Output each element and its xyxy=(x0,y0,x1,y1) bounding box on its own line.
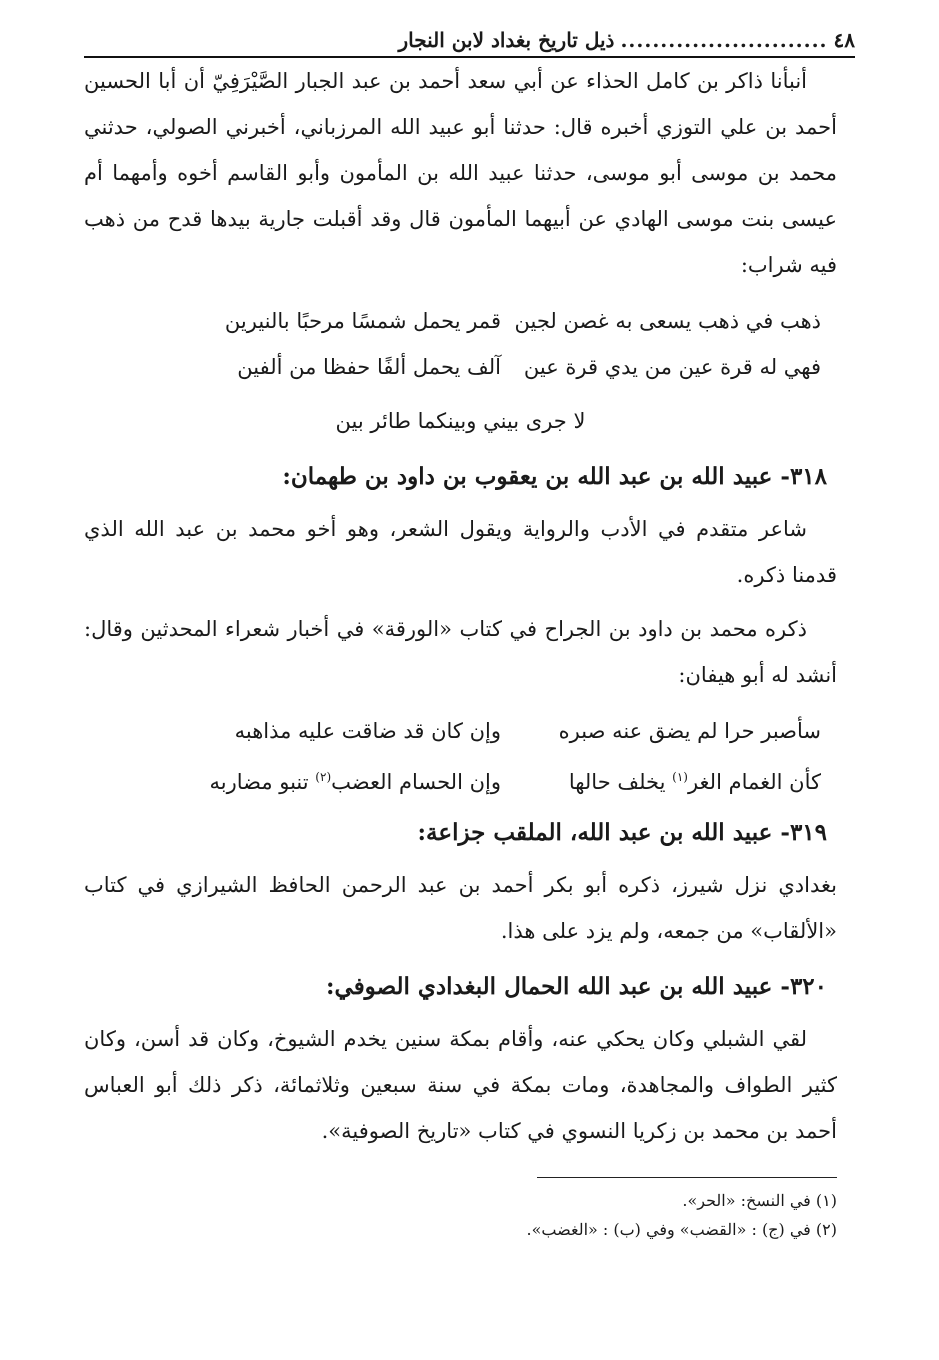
verse-line xyxy=(84,298,837,344)
verse-line xyxy=(84,754,837,800)
verse-text: يخلف حالها xyxy=(568,770,673,794)
verse-text: وإن الحسام العضب xyxy=(331,770,501,794)
verse-hemistich-second xyxy=(181,754,501,800)
single-verse: لا جرى بيني وبينكما طائر بين xyxy=(335,409,586,433)
verse-hemistich-first: ذهب في ذهب يسعى به غصن لجين xyxy=(514,309,821,333)
entry-318-paragraph-1: شاعر متقدم في الأدب والرواية ويقول الشعر، وهو أخو محمد بن عبد الله الذي قدمنا ذكره. xyxy=(84,517,837,587)
intro-poem xyxy=(84,298,837,390)
verse-text: تنبو مضاربه xyxy=(209,770,316,794)
intro-paragraph: أنبأنا ذاكر بن كامل الحذاء عن أبي سعد أحمد بن عبد الجبار الصَّيْرَفِيّ أن أبا الحسين أحمد بن علي التوزي أخبره قال: حدثنا أبو عبيد الله المرزباني، أخبرني الصولي، حدثني محمد بن موسى أبو موسى، حدثنا عبيد الله بن المأمون وأبو القاسم أخوه وأمهما أم عيسى بنت موسى الهادي عن أبيهما المأمون قال وقد أقبلت جارية بيدها قدح من ذهب فيه شراب: xyxy=(84,69,837,277)
footnote-divider xyxy=(537,1177,837,1178)
entry-318-poem xyxy=(84,708,837,800)
verse-hemistich-second: آلف يحمل ألفًا حفظا من ألفين xyxy=(237,355,501,379)
verse-hemistich-first xyxy=(501,754,837,800)
page-header xyxy=(84,18,855,58)
footnote-marker-2[interactable]: (٢) xyxy=(315,770,332,784)
entry-320-paragraph: لقي الشبلي وكان يحكي عنه، وأقام بمكة سنين يخدم الشيوخ، وكان قد أسن، وكان كثير الطواف والمجاهدة، ومات بمكة في سنة سبعين وثلاثمائة، ذكر ذلك أبو العباس أحمد بن محمد بن زكريا النسوي في كتاب «تاريخ الصوفية». xyxy=(84,1027,837,1143)
footnote-2: (٢) في (ج) : «القضب» وفي (ب) : «الغضب». xyxy=(526,1220,837,1239)
footnote-marker-1[interactable]: (١) xyxy=(672,770,688,784)
verse-hemistich-first: سأصبر حرا لم يضق عنه صبره xyxy=(558,719,821,743)
footnotes xyxy=(84,1186,837,1244)
entry-title-319: ٣١٩- عبيد الله بن عبد الله، الملقب جزاعة: xyxy=(417,819,827,846)
verse-hemistich-second: وإن كان قد ضاقت عليه مذاهبه xyxy=(234,719,501,743)
running-title: ذيل تاريخ بغداد لابن النجار xyxy=(398,28,615,52)
verse-hemistich-first: فهي له قرة عين من يدي قرة عين xyxy=(523,355,821,379)
verse-line xyxy=(84,344,837,390)
header-dots: .......................... xyxy=(620,28,828,52)
entry-title-320: ٣٢٠- عبيد الله بن عبد الله الحمال البغدادي الصوفي: xyxy=(326,973,827,1000)
entry-title-318: ٣١٨- عبيد الله بن عبد الله بن يعقوب بن داود بن طهمان: xyxy=(282,463,827,490)
page-body xyxy=(84,58,837,1154)
footnote-1: (١) في النسخ: «الحر». xyxy=(682,1191,837,1210)
page-number: ٤٨ xyxy=(833,28,855,52)
verse-hemistich-second: قمر يحمل شمسًا مرحبًا بالنيرين xyxy=(224,309,501,333)
entry-319-paragraph: بغدادي نزل شيرز، ذكره أبو بكر أحمد بن عبد الرحمن الحافظ الشيرازي في كتاب «الألقاب» من جمعه، ولم يزد على هذا. xyxy=(84,873,837,943)
spacer xyxy=(84,598,837,606)
verse-line xyxy=(84,708,837,754)
entry-318-paragraph-2: ذكره محمد بن داود بن الجراح في كتاب «الورقة» في أخبار شعراء المحدثين وقال: أنشد له أبو هيفان: xyxy=(84,617,837,687)
verse-text: كأن الغمام الغر xyxy=(687,770,821,794)
